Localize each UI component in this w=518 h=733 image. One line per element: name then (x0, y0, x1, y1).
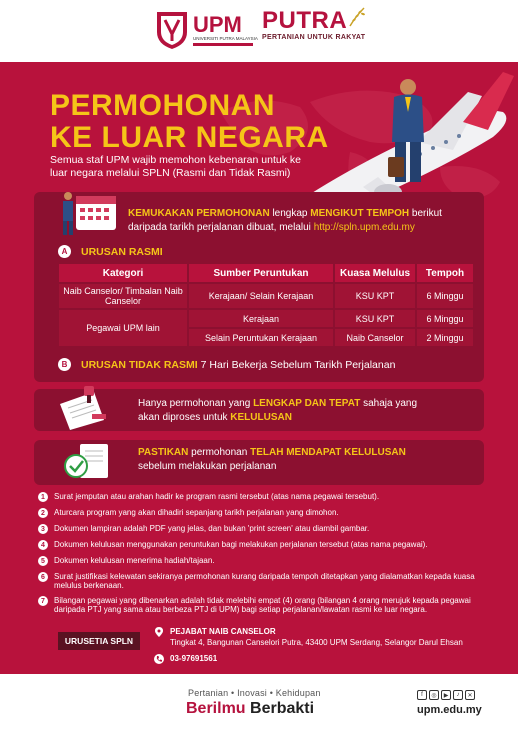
footer-tagline: Pertanian • Inovasi • Kehidupan (188, 688, 321, 698)
table-row (59, 284, 473, 308)
upm-logo-text: UPM (193, 12, 242, 37)
list-item (38, 596, 488, 614)
list-item (38, 524, 488, 534)
list-item (38, 556, 488, 566)
list-item-text: Bilangan pegawai yang dibenarkan adalah tidak melebihi empat (4) orang (bilangan 4 orang merujuk kepada pegawai daripada PTJ yang sama atau berbeza PTJ di UPM) bagi setiap perjalanan/lawatan rasmi ke luar negara. (54, 596, 471, 614)
secretariat-badge: URUSETIA SPLN (58, 632, 140, 650)
contact-info (154, 626, 463, 664)
page-title (50, 90, 329, 154)
calendar-icon (60, 186, 122, 238)
x-icon[interactable]: ✕ (465, 690, 475, 700)
list-item-text: Surat justifikasi kelewatan sekiranya permohonan kurang daripada tempoh ditetapkan yang dialamatkan kepada kuasa melulus berkenaan. (54, 572, 475, 590)
intro-text-2: berikut daripada tarikh perjalanan dibuat, melalui (128, 208, 442, 233)
location-pin-icon (154, 627, 164, 637)
table-cell: Pegawai UPM lain (59, 310, 187, 346)
social-icons (417, 690, 477, 700)
table-cell: Naib Canselor (335, 329, 415, 346)
intro-text-1: lengkap (269, 208, 311, 219)
upm-logo-subtext: UNIVERSITI PUTRA MALAYSIA (193, 36, 258, 41)
phone-number[interactable]: 03-97691561 (170, 654, 218, 663)
panel-b-emphasis-1: LENGKAP DAN TEPAT (253, 398, 361, 409)
panel-b-emphasis-2: KELULUSAN (230, 412, 292, 423)
intro-text (128, 207, 473, 235)
upm-shield-icon (155, 10, 189, 50)
list-number: 2 (38, 508, 48, 518)
paddy-icon (346, 6, 368, 28)
list-item-text: Surat jemputan atau arahan hadir ke program rasmi tersebut (atas nama pegawai tersebut). (54, 492, 380, 501)
putra-logo-text: PUTRA (262, 7, 348, 34)
section-b-heading (58, 358, 395, 371)
panel-c-emphasis-2: TELAH MENDAPAT KELULUSAN (250, 447, 406, 458)
list-number: 5 (38, 556, 48, 566)
column-header: Kategori (59, 264, 187, 282)
column-header: Kuasa Melulus (335, 264, 415, 282)
list-item-text: Dokumen kelulusan menggunakan peruntukan bagi melakukan perjalanan tersebut (atas nama pegawai). (54, 540, 428, 549)
column-header: Tempoh (417, 264, 473, 282)
list-item (38, 540, 488, 550)
title-line-2: KE LUAR NEGARA (50, 121, 329, 154)
table-cell: Kerajaan (189, 310, 333, 327)
main-poster (0, 62, 518, 674)
list-item-text: Aturcara program yang akan dihadiri sepanjang tarikh perjalanan yang dimohon. (54, 508, 339, 517)
list-number: 3 (38, 524, 48, 534)
panel-c-text (138, 446, 438, 474)
footer-brand-2: Berbakti (245, 700, 315, 717)
contact-office-row (154, 626, 463, 637)
instagram-icon[interactable]: ◎ (429, 690, 439, 700)
office-name: PEJABAT NAIB CANSELOR (170, 627, 276, 636)
header (0, 0, 518, 62)
panel-c-text-2: sebelum melakukan perjalanan (138, 461, 277, 472)
footer (0, 674, 518, 733)
panel-b-text (138, 397, 438, 425)
spln-link[interactable]: http://spln.upm.edu.my (313, 222, 415, 233)
section-a-label: URUSAN RASMI (81, 245, 163, 258)
table-cell: Kerajaan/ Selain Kerajaan (189, 284, 333, 308)
section-b-label: URUSAN TIDAK RASMI (81, 358, 198, 371)
list-item-text: Dokumen kelulusan menerima hadiah/tajaan. (54, 556, 215, 565)
table-row (59, 310, 473, 327)
tiktok-icon[interactable]: ♪ (453, 690, 463, 700)
list-number: 6 (38, 572, 48, 582)
column-header: Sumber Peruntukan (189, 264, 333, 282)
document-stamp-icon (54, 384, 114, 430)
businessman-icon (388, 79, 424, 182)
youtube-icon[interactable]: ▶ (441, 690, 451, 700)
subtitle: Semua staf UPM wajib memohon kebenaran untuk ke luar negara melalui SPLN (Rasmi dan Tidak Rasmi) (50, 154, 301, 179)
putra-logo-subtext: PERTANIAN UNTUK RAKYAT (262, 34, 366, 41)
section-b-note: 7 Hari Bekerja Sebelum Tarikh Perjalanan (200, 358, 396, 371)
office-address: Tingkat 4, Bangunan Canselori Putra, 43400 UPM Serdang, Selangor Darul Ehsan (170, 638, 463, 647)
table-cell: Selain Peruntukan Kerajaan (189, 329, 333, 346)
table-cell: Naib Canselor/ Timbalan Naib Canselor (59, 284, 187, 308)
intro-emphasis-2: MENGIKUT TEMPOH (310, 208, 410, 219)
section-a-badge: A (58, 245, 71, 258)
phone-icon (154, 654, 164, 664)
list-item (38, 492, 488, 502)
table-cell: KSU KPT (335, 310, 415, 327)
table-header-row (59, 264, 473, 282)
upm-logo (155, 10, 258, 50)
table-cell: 6 Minggu (417, 310, 473, 327)
list-number: 1 (38, 492, 48, 502)
table-cell: 6 Minggu (417, 284, 473, 308)
requirements-list (38, 492, 488, 620)
table-cell: KSU KPT (335, 284, 415, 308)
footer-brand (186, 700, 314, 718)
approved-checkmark-icon (62, 442, 112, 482)
list-item-text: Dokumen lampiran adalah PDF yang jelas, dan bukan 'print screen' atau diambil gambar. (54, 524, 370, 533)
panel-b-text-1: Hanya permohonan yang (138, 398, 254, 409)
footer-brand-1: Berilmu (186, 700, 246, 717)
panel-b-text-2: sahaja yang akan diproses untuk (138, 398, 418, 423)
list-item (38, 508, 488, 518)
panel-c-text-1: permohonan (188, 447, 251, 458)
website-url[interactable]: upm.edu.my (417, 704, 482, 716)
section-a-heading (58, 245, 163, 258)
contact-phone-row (154, 653, 463, 664)
intro-emphasis-1: KEMUKAKAN PERMOHONAN (128, 208, 270, 219)
list-number: 7 (38, 596, 48, 606)
panel-c-emphasis-1: PASTIKAN (138, 447, 189, 458)
title-line-1: PERMOHONAN (50, 89, 276, 122)
list-number: 4 (38, 540, 48, 550)
official-approval-table (57, 262, 475, 348)
facebook-icon[interactable]: f (417, 690, 427, 700)
list-item (38, 572, 488, 590)
putra-logo (262, 8, 365, 41)
section-b-badge: B (58, 358, 71, 371)
table-cell: 2 Minggu (417, 329, 473, 346)
